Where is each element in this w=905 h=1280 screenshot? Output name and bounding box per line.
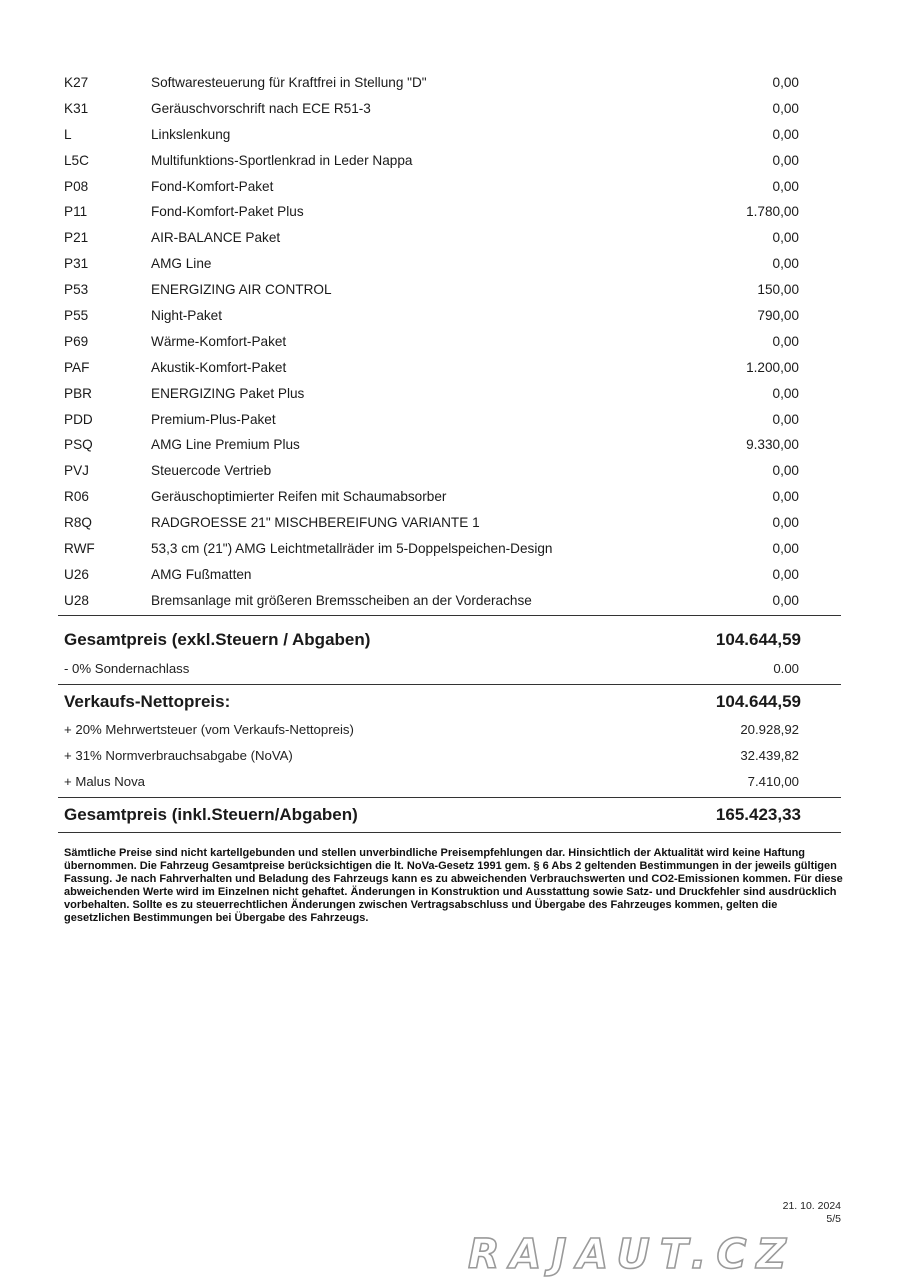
divider <box>58 832 841 833</box>
option-description: Multifunktions-Sportlenkrad in Leder Nappa <box>151 152 413 168</box>
option-description: Akustik-Komfort-Paket <box>151 359 287 375</box>
option-price: 0,00 <box>772 230 799 246</box>
list-item <box>0 225 905 251</box>
watermark-text: RAJAUT.CZ <box>468 1230 797 1278</box>
option-description: ENERGIZING Paket Plus <box>151 385 305 401</box>
vat-row <box>0 717 905 743</box>
option-description: Fond-Komfort-Paket Plus <box>151 204 304 220</box>
option-price: 1.780,00 <box>746 204 799 220</box>
option-code: P11 <box>64 204 88 220</box>
option-description: Fond-Komfort-Paket <box>151 178 274 194</box>
list-item <box>0 407 905 433</box>
total-incl-row <box>0 800 905 830</box>
net-price-row <box>0 687 905 717</box>
option-code: U26 <box>64 566 89 582</box>
option-code: R06 <box>64 489 89 505</box>
option-description: Softwaresteuerung für Kraftfrei in Stellung "D" <box>151 75 427 90</box>
list-item <box>0 199 905 225</box>
option-items-list <box>0 70 905 614</box>
option-code: U28 <box>64 592 89 608</box>
option-price: 0,00 <box>772 385 799 401</box>
option-code: P53 <box>64 282 89 298</box>
option-description: Geräuschoptimierter Reifen mit Schaumabsorber <box>151 489 447 505</box>
divider <box>58 615 841 616</box>
list-item <box>0 588 905 614</box>
option-price: 0,00 <box>772 592 799 608</box>
list-item <box>0 277 905 303</box>
option-code: P55 <box>64 308 89 324</box>
list-item <box>0 355 905 381</box>
option-price: 0,00 <box>772 100 799 116</box>
option-price: 0,00 <box>772 541 799 557</box>
list-item <box>0 381 905 407</box>
option-description: AMG Line Premium Plus <box>151 437 300 453</box>
option-price: 9.330,00 <box>746 437 799 453</box>
option-description: RADGROESSE 21" MISCHBEREIFUNG VARIANTE 1 <box>151 515 480 531</box>
option-price: 790,00 <box>757 308 799 324</box>
divider <box>58 684 841 685</box>
option-code: P31 <box>64 256 89 272</box>
total-excl-label: Gesamtpreis (exkl.Steuern / Abgaben) <box>64 630 371 649</box>
list-item <box>0 536 905 562</box>
option-code: PDD <box>64 411 93 427</box>
total-excl-row <box>0 625 905 655</box>
option-code: L5C <box>64 152 89 168</box>
malus-row <box>0 769 905 795</box>
total-incl-value: 165.423,33 <box>715 805 801 824</box>
list-item <box>0 96 905 122</box>
option-price: 0,00 <box>772 126 799 142</box>
option-description: Night-Paket <box>151 308 223 324</box>
option-code: P08 <box>64 178 89 194</box>
disclaimer-text: Sämtliche Preise sind nicht kartellgebunden und stellen unverbindliche Preisempfehlungen dar. Hinsichtlich der Aktualität wird keine Haftung übernommen. Die Fahrzeug Gesamtpreise berücksichtigen die lt. NoVa-Gesetz 1991 gem. § 6 Abs 2 geltenden Bestimmungen in der jeweils gültigen Fassung. Je nach Fahrverhalten und Beladung des Fahrzeugs kann es zu abweichenden Verbrauchswerten und CO2-Emissionen kommen. Für diese abweichenden Werte wird im Einzelnen nicht gehaftet. Änderungen in Konstruktion und Ausstattung sowie Satz- und Druckfehler sind ausdrücklich vorbehalten. Sollte es zu steuerrechtlichen Änderungen zwischen Vertragsabschluss und Übergabe des Fahrzeuges kommen, gelten die gesetzlichen Bestimmungen bei Übergabe des Fahrzeugs. <box>64 847 843 924</box>
option-code: R8Q <box>64 515 92 531</box>
option-code: L <box>64 126 72 142</box>
option-price: 0,00 <box>772 152 799 168</box>
option-code: PSQ <box>64 437 93 453</box>
malus-label: + Malus Nova <box>64 774 145 789</box>
total-incl-label: Gesamtpreis (inkl.Steuern/Abgaben) <box>64 805 358 824</box>
divider <box>58 797 841 798</box>
list-item <box>0 432 905 458</box>
page-footer <box>783 1200 841 1226</box>
option-description: Premium-Plus-Paket <box>151 411 276 427</box>
list-item <box>0 329 905 355</box>
nova-row <box>0 743 905 769</box>
option-code: PBR <box>64 385 92 401</box>
option-price: 150,00 <box>757 282 799 298</box>
option-description: Wärme-Komfort-Paket <box>151 333 287 349</box>
discount-row <box>0 656 905 682</box>
option-price: 0,00 <box>772 333 799 349</box>
option-description: 53,3 cm (21") AMG Leichtmetallräder im 5-Doppelspeichen-Design <box>151 541 553 557</box>
option-code: P69 <box>64 333 89 349</box>
option-price: 0,00 <box>772 256 799 272</box>
option-code: P21 <box>64 230 89 246</box>
option-description: Geräuschvorschrift nach ECE R51-3 <box>151 100 371 116</box>
watermark-logo <box>468 1230 898 1278</box>
list-item <box>0 148 905 174</box>
list-item <box>0 303 905 329</box>
list-item <box>0 251 905 277</box>
discount-value: 0.00 <box>773 661 799 676</box>
list-item <box>0 458 905 484</box>
option-description: ENERGIZING AIR CONTROL <box>151 282 332 298</box>
option-description: AMG Line <box>151 256 212 272</box>
option-price: 0,00 <box>772 515 799 531</box>
net-price-label: Verkaufs-Nettopreis: <box>64 692 231 711</box>
option-price: 0,00 <box>772 178 799 194</box>
list-item <box>0 174 905 200</box>
option-price: 0,00 <box>772 566 799 582</box>
footer-date: 21. 10. 2024 <box>782 1200 841 1212</box>
discount-label: - 0% Sondernachlass <box>64 661 190 676</box>
malus-value: 7.410,00 <box>747 774 799 789</box>
option-price: 0,00 <box>772 489 799 505</box>
option-description: AIR-BALANCE Paket <box>151 230 281 246</box>
list-item <box>0 70 905 96</box>
list-item <box>0 484 905 510</box>
option-description: AMG Fußmatten <box>151 566 252 582</box>
option-code: RWF <box>64 541 95 557</box>
option-price: 0,00 <box>772 75 799 90</box>
option-code: PAF <box>64 359 90 375</box>
list-item <box>0 122 905 148</box>
total-excl-value: 104.644,59 <box>715 630 801 649</box>
option-code: K27 <box>64 75 89 90</box>
option-description: Bremsanlage mit größeren Bremsscheiben an der Vorderachse <box>151 592 532 608</box>
option-code: PVJ <box>64 463 89 479</box>
list-item <box>0 510 905 536</box>
vat-value: 20.928,92 <box>740 722 799 737</box>
nova-value: 32.439,82 <box>740 748 799 763</box>
option-price: 0,00 <box>772 463 799 479</box>
option-price: 1.200,00 <box>746 359 799 375</box>
option-description: Linkslenkung <box>151 126 231 142</box>
nova-label: + 31% Normverbrauchsabgabe (NoVA) <box>64 748 293 763</box>
vat-label: + 20% Mehrwertsteuer (vom Verkaufs-Nettopreis) <box>64 722 354 737</box>
list-item <box>0 562 905 588</box>
page-number: 5/5 <box>826 1213 841 1225</box>
net-price-value: 104.644,59 <box>715 692 801 711</box>
option-code: K31 <box>64 100 89 116</box>
option-price: 0,00 <box>772 411 799 427</box>
option-description: Steuercode Vertrieb <box>151 463 272 479</box>
